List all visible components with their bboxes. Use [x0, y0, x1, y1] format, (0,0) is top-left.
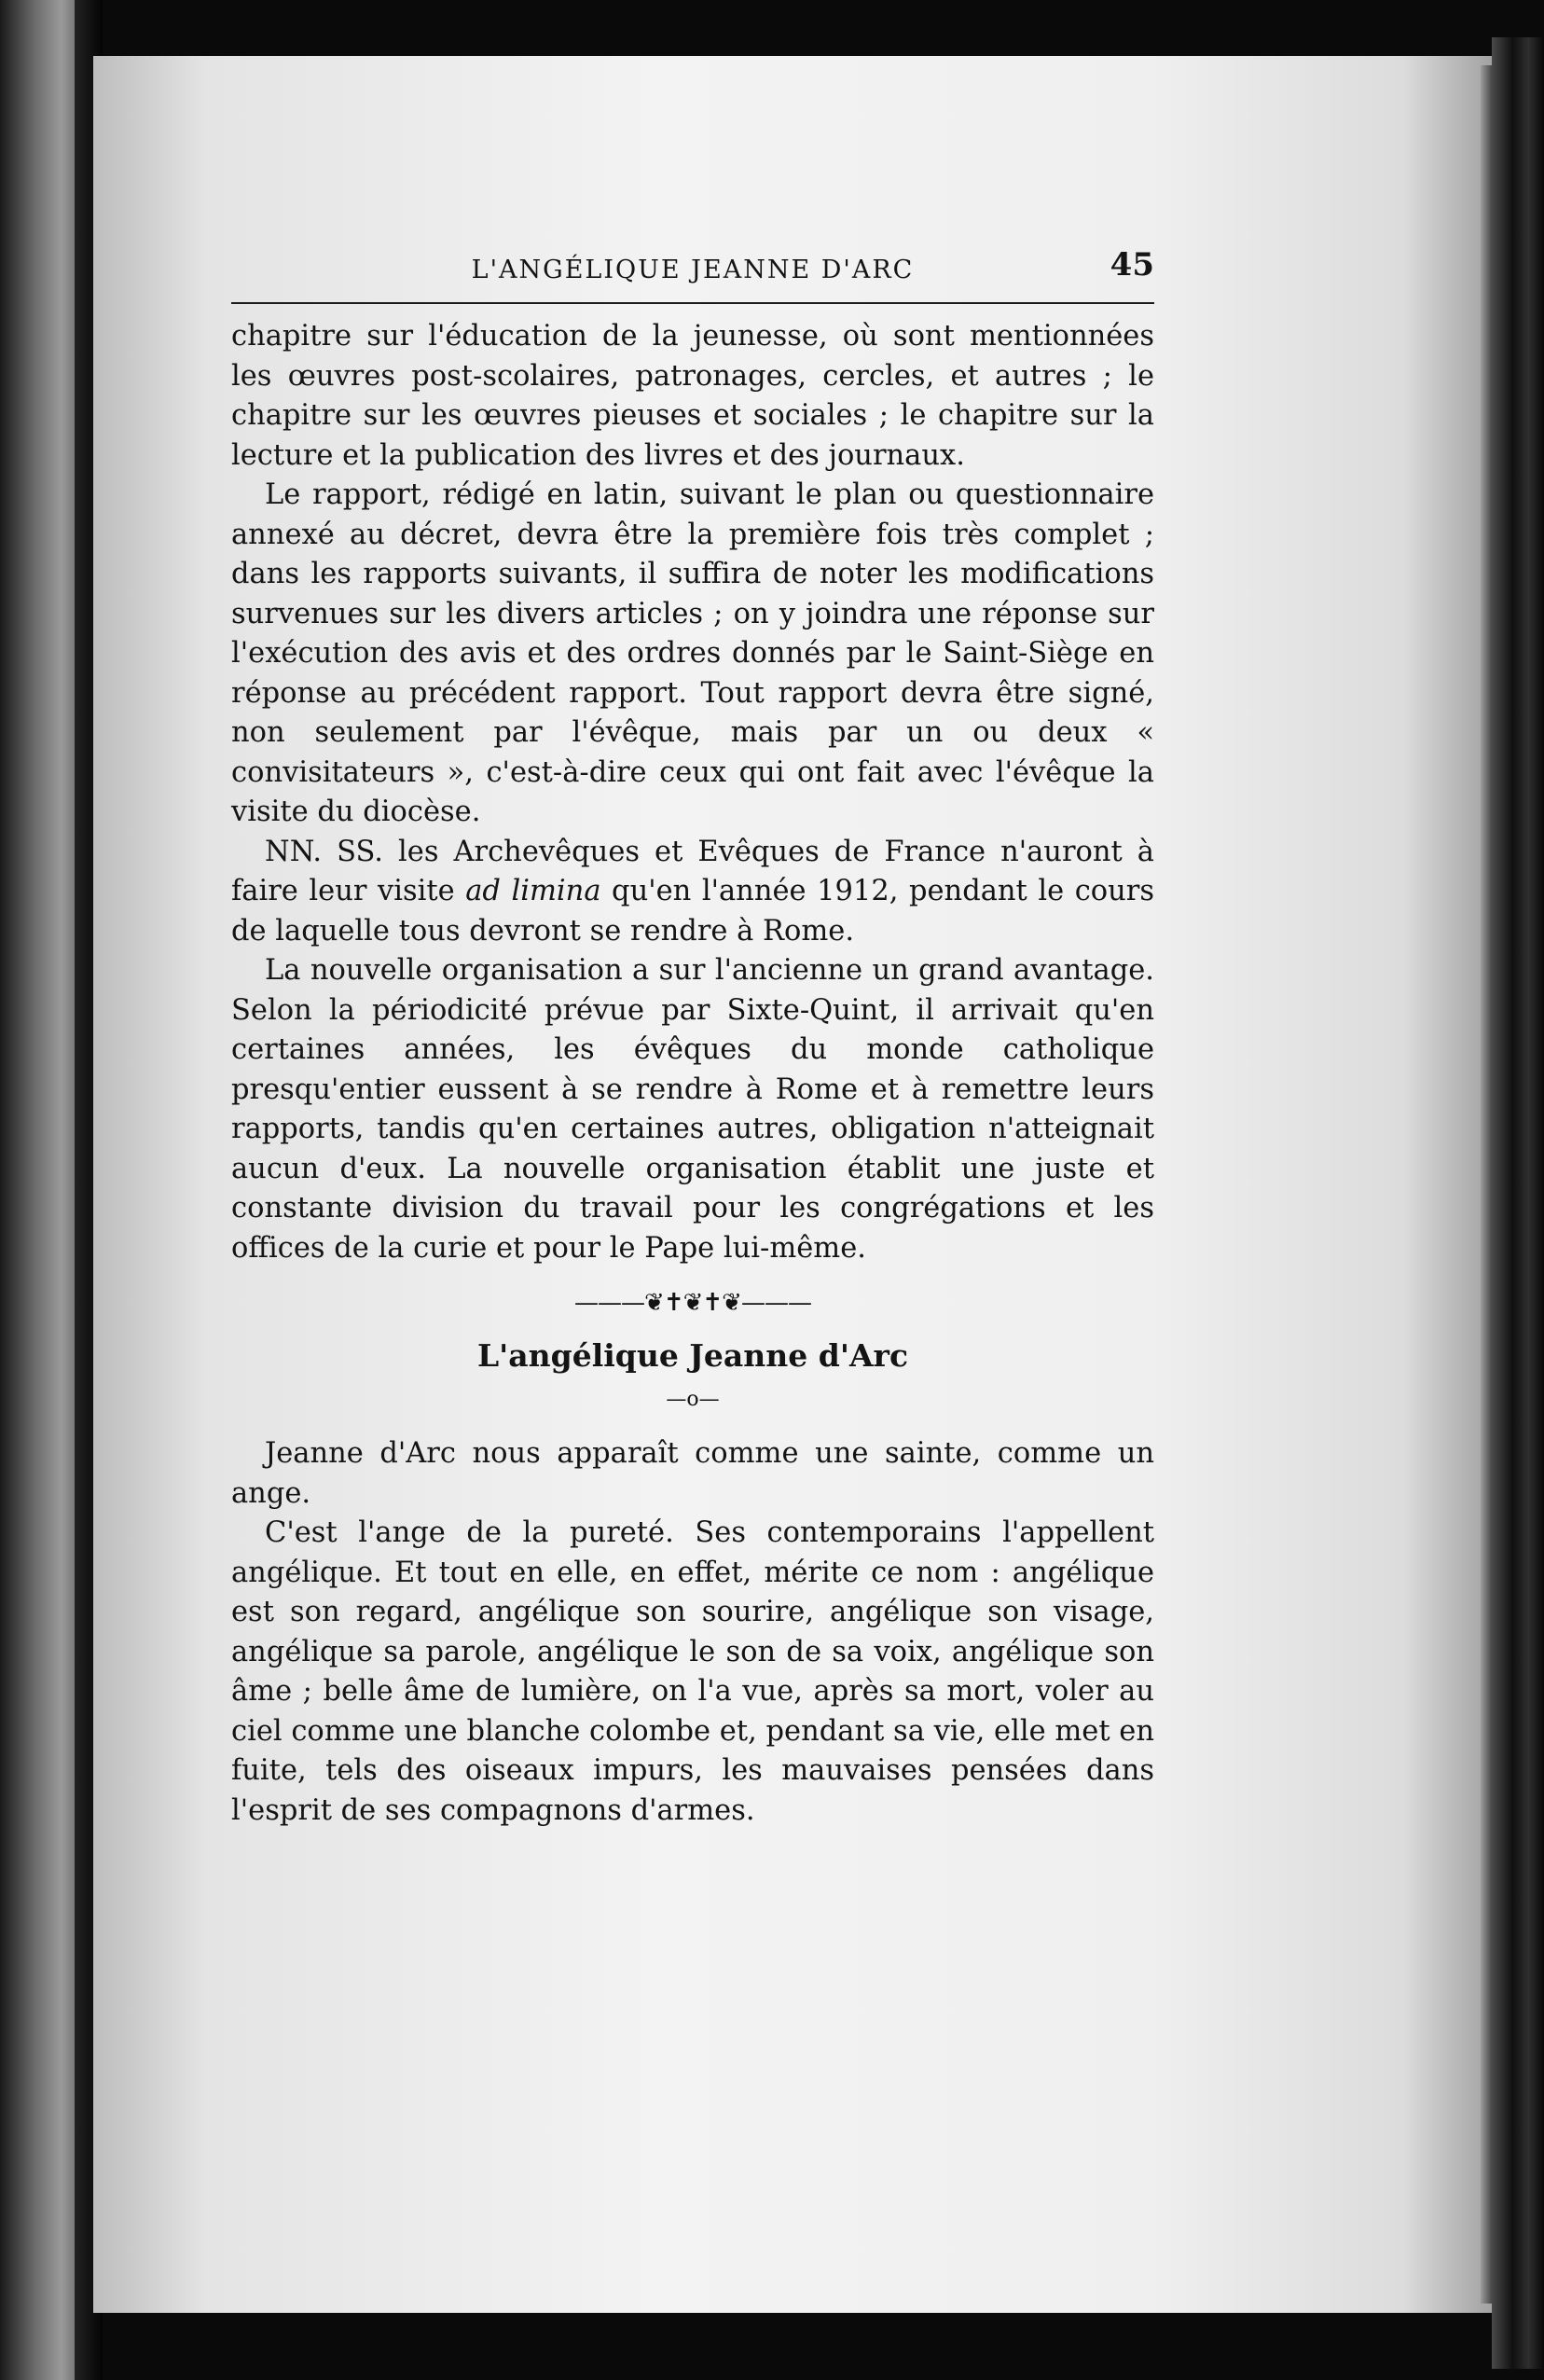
running-title: L'ANGÉLIQUE JEANNE D'ARC [471, 256, 915, 284]
page-content [231, 246, 1155, 1831]
page-header [231, 246, 1154, 304]
section-paragraph-2: C'est l'ange de la pureté. Ses contemporains l'appellent angélique. Et tout en elle, en effet, mérite ce nom : angélique est son regard, angélique son sourire, angélique son visage, angélique sa parole, angélique le son de sa voix, angélique son âme ; belle âme de lumière, on l'a vue, après sa mort, voler au ciel comme une blanche colombe et, pendant sa vie, elle met en fuite, tels des oiseaux impurs, les mauvaises pensées dans l'esprit de ses compagnons d'armes. [231, 1516, 1154, 1827]
section-title: L'angélique Jeanne d'Arc [476, 1337, 909, 1374]
section-ornament: ———❦✝❦✝❦——— [574, 1289, 811, 1317]
section-separator: —o— [666, 1388, 720, 1411]
paragraph-2: Le rapport, rédigé en latin, suivant le plan ou questionnaire annexé au décret, devra être la première fois très complet ; dans les rapports suivants, il suffira de noter les modifications survenues sur les divers articles ; on y joindra une réponse sur l'exécution des avis et des ordres donnés par le Saint-Siège en réponse au précédent rapport. Tout rapport devra être signé, non seulement par l'évêque, mais par un ou deux « convisitateurs », c'est-à-dire ceux qui ont fait avec l'évêque la visite du diocèse. [231, 478, 1154, 828]
paragraph-3-italic: ad limina [465, 875, 601, 907]
paragraph-3-end: qu'en l'année 1912, pendant le cours de laquelle tous devront se rendre à Rome. [231, 875, 1155, 948]
paragraph-1: chapitre sur l'éducation de la jeunesse, où sont mentionnées les œuvres post-scolaires, patronages, cercles, et autres ; le chapitre sur les œuvres pieuses et sociales ; le chapitre sur la lecture et la publication des livres et des journaux. [231, 320, 1154, 472]
paragraph-3-start: NN. SS. les Archevêques et Evêques de France n'auront à faire leur visite [231, 835, 1154, 907]
paragraph-3 [231, 833, 1154, 952]
body-text [231, 317, 1154, 1831]
paragraph-4: La nouvelle organisation a sur l'ancienne un grand avantage. Selon la périodicité prévue par Sixte-Quint, il arrivait qu'en certaines années, les évêques du monde catholique presqu'entier eussent à se rendre à Rome et à remettre leurs rapports, tandis qu'en certaines autres, obligation n'atteignait aucun d'eux. La nouvelle organisation établit une juste et constante division du travail pour les congrégations et les offices de la curie et pour le Pape lui-même. [231, 954, 1154, 1265]
section-paragraph-1: Jeanne d'Arc nous apparaît comme une sainte, comme un ange. [231, 1437, 1154, 1510]
right-book-edge [1492, 37, 1544, 2369]
page-number: 45 [1110, 246, 1154, 284]
